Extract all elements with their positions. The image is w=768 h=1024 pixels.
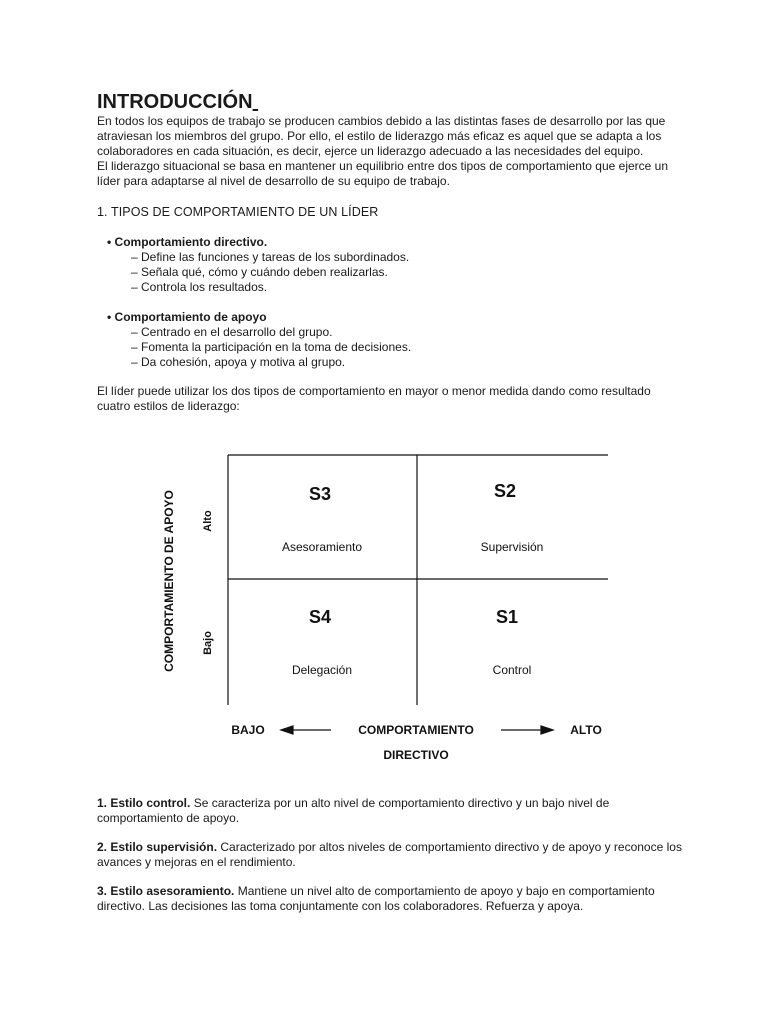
list-item: – Da cohesión, apoya y motiva al grupo.	[131, 355, 346, 369]
x-high-label: ALTO	[570, 723, 602, 737]
list-item: – Define las funciones y tareas de los subordinados.	[131, 250, 410, 264]
styles-descriptions	[97, 796, 687, 928]
quadrant-s4-code: S4	[308, 607, 332, 627]
quadrant-s4-name: Delegación	[291, 663, 353, 677]
style-supervision-label: 2. Estilo supervisión.	[97, 840, 218, 854]
x-low-label: BAJO	[231, 723, 265, 737]
quadrant-s3-code: S3	[308, 484, 332, 504]
bullet-apoyo	[107, 310, 687, 370]
quadrant-s2-code: S2	[493, 481, 517, 501]
x-axis-label-line1: COMPORTAMIENTO	[358, 723, 474, 737]
right-arrow-head	[541, 726, 553, 734]
list-item: – Centrado en el desarrollo del grupo.	[131, 325, 333, 339]
quadrant-s1-name: Control	[492, 663, 532, 677]
x-axis-label-line2: DIRECTIVO	[383, 748, 449, 762]
left-arrow	[281, 726, 331, 734]
bullet-directivo-title: • Comportamiento directivo.	[107, 235, 268, 249]
leadership-styles-diagram	[155, 447, 615, 767]
style-asesoramiento-label: 3. Estilo asesoramiento.	[97, 884, 235, 898]
grid-lines	[228, 455, 608, 705]
title-text: INTRODUCCIÓN	[97, 91, 253, 113]
y-low-label: Bajo	[202, 631, 214, 655]
style-supervision	[97, 840, 687, 870]
list-item: – Señala qué, cómo y cuándo deben realizarlas.	[131, 265, 388, 279]
list-item: – Fomenta la participación en la toma de decisiones.	[131, 340, 412, 354]
style-control-text: Se caracteriza por un alto nivel de comportamiento directivo y un bajo nivel de comportamiento de apoyo.	[97, 796, 610, 825]
style-asesoramiento	[97, 884, 687, 914]
left-arrow-head	[281, 726, 293, 734]
y-high-label: Alto	[202, 510, 214, 532]
style-control-label: 1. Estilo control.	[97, 796, 191, 810]
page-title	[97, 90, 687, 114]
y-axis-label: COMPORTAMIENTO DE APOYO	[162, 490, 176, 672]
closing-paragraph: El líder puede utilizar los dos tipos de comportamiento en mayor o menor medida dando como resultado cuatro estilos de liderazgo:	[97, 384, 651, 413]
style-asesoramiento-text: Mantiene un nivel alto de comportamiento de apoyo y bajo en comportamiento directivo. Las decisiones las toma conjuntamente con los colaboradores. Refuerza y apoya.	[97, 884, 655, 913]
bullet-directivo	[107, 235, 687, 295]
bullet-apoyo-title: • Comportamiento de apoyo	[107, 310, 267, 324]
section-heading: 1. TIPOS DE COMPORTAMIENTO DE UN LÍDER	[97, 205, 379, 219]
document-body	[97, 90, 687, 414]
right-arrow	[501, 726, 553, 734]
quadrant-s1-code: S1	[495, 607, 519, 627]
intro-paragraph-1: En todos los equipos de trabajo se producen cambios debido a las distintas fases de desarrollo por las que atraviesan los miembros del grupo. Por ello, el estilo de liderazgo más eficaz es aquel que se adapta a los colaboradores en cada situación, es decir, ejerce un liderazgo adecuado a las necesidades del equipo.	[97, 114, 666, 158]
title-underline	[253, 90, 259, 114]
style-supervision-text: Caracterizado por altos niveles de comportamiento directivo y de apoyo y reconoce los avances y mejoras en el rendimiento.	[97, 840, 682, 869]
intro-paragraph-2: El liderazgo situacional se basa en mantener un equilibrio entre dos tipos de comportamiento que ejerce un líder para adaptarse al nivel de desarrollo de su equipo de trabajo.	[97, 159, 669, 188]
quadrant-s2-name: Supervisión	[480, 540, 544, 554]
style-control	[97, 796, 687, 826]
quadrant-s3-name: Asesoramiento	[281, 540, 363, 554]
list-item: – Controla los resultados.	[131, 280, 268, 294]
